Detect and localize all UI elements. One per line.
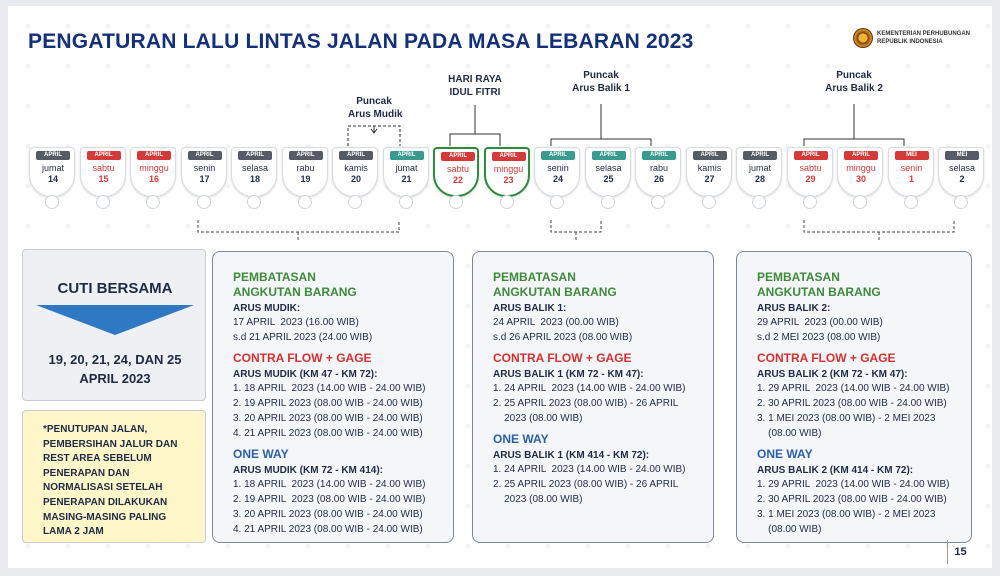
day-card bbox=[585, 147, 631, 205]
schedule-line: 3. 1 MEI 2023 (08.00 WIB) - 2 MEI 2023 bbox=[757, 413, 936, 424]
logo-line-1: KEMENTERIAN PERHUBUNGAN bbox=[877, 31, 971, 37]
day-date: 26 bbox=[653, 174, 664, 184]
timeline-knob-icon bbox=[449, 195, 463, 209]
day-date: 20 bbox=[350, 174, 361, 184]
timeline-knob-icon bbox=[500, 195, 514, 209]
schedule-line: 1. 24 APRIL 2023 (14.00 WIB - 24.00 WIB) bbox=[493, 464, 686, 475]
day-card bbox=[282, 147, 328, 205]
day-date: 25 bbox=[603, 174, 614, 184]
month-tag: APRIL bbox=[441, 152, 475, 161]
section-sub: ARUS BALIK 1 (KM 414 - KM 72): bbox=[493, 450, 650, 461]
day-date: 15 bbox=[98, 174, 109, 184]
section-heading-contra-flow: CONTRA FLOW + GAGE bbox=[493, 351, 632, 365]
day-card bbox=[787, 147, 833, 205]
timeline-knob-icon bbox=[904, 195, 918, 209]
section-heading-angkutan: ANGKUTAN BARANG bbox=[493, 285, 617, 299]
schedule-line: 1. 29 APRIL 2023 (14.00 WIB - 24.00 WIB) bbox=[757, 383, 950, 394]
section-heading-pembatasan: PEMBATASAN bbox=[757, 270, 840, 284]
section-heading-pembatasan: PEMBATASAN bbox=[493, 270, 576, 284]
day-card bbox=[383, 147, 429, 205]
day-card-body bbox=[332, 147, 378, 197]
section-sub: ARUS BALIK 1: bbox=[493, 303, 567, 314]
annotation-hari-raya bbox=[440, 73, 510, 99]
day-card-body bbox=[130, 147, 176, 197]
day-name: jumat bbox=[395, 163, 418, 173]
schedule-line: 1. 18 APRIL 2023 (14.00 WIB - 24.00 WIB) bbox=[233, 383, 426, 394]
schedule-line: 2. 25 APRIL 2023 (08.00 WIB) - 26 APRIL bbox=[493, 398, 679, 409]
slide bbox=[8, 6, 992, 568]
day-date: 2 bbox=[959, 174, 965, 184]
section-heading-one-way: ONE WAY bbox=[757, 447, 813, 461]
day-card bbox=[837, 147, 883, 205]
annotation-hari-raya-line2: IDUL FITRI bbox=[449, 87, 501, 98]
day-card-body bbox=[282, 147, 328, 197]
section-sub: ARUS BALIK 2: bbox=[757, 303, 831, 314]
month-tag: APRIL bbox=[87, 151, 121, 160]
day-card-body bbox=[938, 147, 984, 197]
day-card-body bbox=[837, 147, 883, 197]
section-heading-contra-flow: CONTRA FLOW + GAGE bbox=[757, 351, 896, 365]
day-card bbox=[686, 147, 732, 205]
day-card-body bbox=[29, 147, 75, 197]
section-heading-angkutan: ANGKUTAN BARANG bbox=[757, 285, 881, 299]
day-card-body bbox=[534, 147, 580, 197]
day-date: 28 bbox=[754, 174, 765, 184]
schedule-line: 2. 19 APRIL 2023 (08.00 WIB - 24.00 WIB) bbox=[233, 398, 423, 409]
day-card bbox=[80, 147, 126, 205]
section-heading-angkutan: ANGKUTAN BARANG bbox=[233, 285, 357, 299]
day-card-body bbox=[888, 147, 934, 197]
panel-arus-balik-1 bbox=[472, 251, 714, 543]
section-heading-pembatasan: PEMBATASAN bbox=[233, 270, 316, 284]
schedule-line: 1. 18 APRIL 2023 (14.00 WIB - 24.00 WIB) bbox=[233, 479, 426, 490]
day-card bbox=[534, 147, 580, 205]
day-name: senin bbox=[547, 163, 569, 173]
month-tag: APRIL bbox=[844, 151, 878, 160]
annotation-balik1-line2: Arus Balik 1 bbox=[572, 83, 630, 94]
day-name: minggu bbox=[139, 163, 169, 173]
timeline-knob-icon bbox=[752, 195, 766, 209]
schedule-line: s.d 21 APRIL 2023 (24.00 WIB) bbox=[233, 332, 373, 343]
day-name: senin bbox=[900, 163, 923, 173]
schedule-line: 2. 25 APRIL 2023 (08.00 WIB) - 26 APRIL bbox=[493, 479, 679, 490]
ministry-logo bbox=[853, 26, 983, 56]
day-card-body bbox=[231, 147, 277, 197]
schedule-line: 2. 30 APRIL 2023 (08.00 WIB - 24.00 WIB) bbox=[757, 398, 947, 409]
timeline-knob-icon bbox=[298, 195, 312, 209]
schedule-line: 24 APRIL 2023 (00.00 WIB) bbox=[493, 317, 619, 328]
month-tag: MEI bbox=[945, 151, 979, 160]
month-tag: APRIL bbox=[137, 151, 171, 160]
timeline-knob-icon bbox=[853, 195, 867, 209]
panel-arus-balik-2 bbox=[736, 251, 972, 543]
annotation-puncak-mudik bbox=[348, 95, 403, 121]
day-name: jumat bbox=[748, 163, 771, 173]
day-name: senin bbox=[193, 163, 216, 173]
month-tag: MEI bbox=[895, 151, 929, 160]
day-card bbox=[938, 147, 984, 205]
day-card-body bbox=[585, 147, 631, 197]
day-card bbox=[130, 147, 176, 205]
timeline-knob-icon bbox=[146, 195, 160, 209]
day-card bbox=[736, 147, 782, 205]
month-tag: APRIL bbox=[794, 151, 828, 160]
month-tag: APRIL bbox=[289, 151, 323, 160]
day-name: kamis bbox=[697, 163, 722, 173]
day-name: minggu bbox=[493, 164, 524, 174]
month-tag: APRIL bbox=[592, 151, 626, 160]
day-card bbox=[181, 147, 227, 205]
day-date: 30 bbox=[855, 174, 866, 184]
day-date: 19 bbox=[300, 174, 311, 184]
section-sub: ARUS MUDIK (KM 47 - KM 72): bbox=[233, 369, 378, 380]
annotation-puncak-mudik-line1: Puncak bbox=[356, 96, 392, 107]
cuti-bersama-dates bbox=[23, 350, 207, 388]
annotation-puncak-balik-1 bbox=[571, 69, 631, 95]
schedule-line: 1. 24 APRIL 2023 (14.00 WIB - 24.00 WIB) bbox=[493, 383, 686, 394]
day-card-body bbox=[736, 147, 782, 197]
day-name: selasa bbox=[948, 163, 975, 173]
annotation-puncak-balik-2 bbox=[824, 69, 884, 95]
month-tag: APRIL bbox=[339, 151, 373, 160]
day-name: selasa bbox=[241, 163, 268, 173]
month-tag: APRIL bbox=[188, 151, 222, 160]
schedule-line: 29 APRIL 2023 (00.00 WIB) bbox=[757, 317, 883, 328]
section-sub: ARUS BALIK 2 (KM 72 - KM 47): bbox=[757, 369, 908, 380]
day-name: rabu bbox=[296, 163, 315, 173]
day-name: jumat bbox=[41, 163, 64, 173]
timeline-knob-icon bbox=[45, 195, 59, 209]
down-arrow-icon bbox=[36, 305, 194, 335]
schedule-line: s.d 2 MEI 2023 (08.00 WIB) bbox=[757, 332, 881, 343]
ministry-seal-icon bbox=[853, 28, 873, 48]
day-date: 27 bbox=[704, 174, 715, 184]
day-name: kamis bbox=[344, 163, 368, 173]
day-name: sabtu bbox=[92, 163, 115, 173]
timeline-knob-icon bbox=[702, 195, 716, 209]
schedule-line: 2023 (08.00 WIB) bbox=[493, 413, 583, 424]
timeline-knob-icon bbox=[247, 195, 261, 209]
section-heading-one-way: ONE WAY bbox=[493, 432, 549, 446]
logo-line-2: REPUBLIK INDONESIA bbox=[877, 39, 943, 45]
panel-arus-mudik bbox=[212, 251, 454, 543]
timeline-knob-icon bbox=[601, 195, 615, 209]
day-name: sabtu bbox=[799, 163, 822, 173]
annotation-balik2-line2: Arus Balik 2 bbox=[825, 83, 883, 94]
schedule-line: 3. 20 APRIL 2023 (08.00 WIB - 24.00 WIB) bbox=[233, 509, 423, 520]
timeline-knob-icon bbox=[348, 195, 362, 209]
cuti-dates-line2: APRIL 2023 bbox=[79, 371, 151, 386]
timeline-knob-icon bbox=[399, 195, 413, 209]
month-tag: APRIL bbox=[390, 151, 424, 160]
timeline-knob-icon bbox=[954, 195, 968, 209]
day-name: sabtu bbox=[446, 164, 470, 174]
month-tag: APRIL bbox=[743, 151, 777, 160]
page-number: 15 bbox=[947, 540, 973, 564]
day-card bbox=[231, 147, 277, 205]
section-heading-contra-flow: CONTRA FLOW + GAGE bbox=[233, 351, 372, 365]
month-tag: APRIL bbox=[642, 151, 676, 160]
timeline-knob-icon bbox=[550, 195, 564, 209]
day-card bbox=[484, 147, 530, 205]
day-date: 14 bbox=[47, 174, 58, 184]
day-card bbox=[888, 147, 934, 205]
section-heading-one-way: ONE WAY bbox=[233, 447, 289, 461]
timeline-knob-icon bbox=[803, 195, 817, 209]
annotation-puncak-mudik-line2: Arus Mudik bbox=[348, 109, 403, 120]
day-date: 18 bbox=[249, 174, 260, 184]
annotation-balik1-line1: Puncak bbox=[583, 70, 619, 81]
schedule-line: 17 APRIL 2023 (16.00 WIB) bbox=[233, 317, 359, 328]
schedule-line: 2. 30 APRIL 2023 (08.00 WIB - 24.00 WIB) bbox=[757, 494, 947, 505]
annotation-balik2-line1: Puncak bbox=[836, 70, 872, 81]
cuti-bersama-box bbox=[22, 249, 206, 401]
day-card-body bbox=[80, 147, 126, 197]
schedule-line: 1. 29 APRIL 2023 (14.00 WIB - 24.00 WIB) bbox=[757, 479, 950, 490]
month-tag: APRIL bbox=[541, 151, 575, 160]
day-date: 29 bbox=[805, 174, 816, 184]
cuti-dates-line1: 19, 20, 21, 24, DAN 25 bbox=[48, 352, 182, 367]
month-tag: APRIL bbox=[36, 151, 70, 160]
schedule-line: (08.00 WIB) bbox=[757, 524, 822, 535]
timeline-knob-icon bbox=[96, 195, 110, 209]
day-card-body bbox=[635, 147, 681, 197]
day-card-body bbox=[383, 147, 429, 197]
day-date: 17 bbox=[199, 174, 210, 184]
annotation-hari-raya-line1: HARI RAYA bbox=[448, 74, 502, 85]
day-name: minggu bbox=[846, 163, 876, 173]
schedule-line: (08.00 WIB) bbox=[757, 428, 822, 439]
month-tag: APRIL bbox=[238, 151, 272, 160]
day-date: 1 bbox=[908, 174, 914, 184]
day-date: 16 bbox=[148, 174, 159, 184]
day-card-body bbox=[433, 147, 479, 197]
cuti-bersama-title: CUTI BERSAMA bbox=[57, 280, 173, 297]
day-date: 21 bbox=[401, 174, 412, 184]
day-date: 23 bbox=[503, 175, 514, 185]
day-card-body bbox=[181, 147, 227, 197]
logo-text bbox=[877, 30, 970, 46]
section-sub: ARUS MUDIK (KM 72 - KM 414): bbox=[233, 465, 384, 476]
day-name: selasa bbox=[595, 163, 622, 173]
day-card-body bbox=[484, 147, 530, 197]
day-card-body bbox=[787, 147, 833, 197]
day-name: rabu bbox=[649, 163, 668, 173]
schedule-line: 3. 1 MEI 2023 (08.00 WIB) - 2 MEI 2023 bbox=[757, 509, 936, 520]
day-card bbox=[332, 147, 378, 205]
day-card bbox=[29, 147, 75, 205]
section-sub: ARUS MUDIK: bbox=[233, 303, 301, 314]
note-text: *PENUTUPAN JALAN, PEMBERSIHAN JALUR DAN REST AREA SEBELUM PENERAPAN DAN NORMALISASI SETELAH PENERAPAN DILAKUKAN MASING-MASING PALING LAMA 2 JAM bbox=[43, 424, 178, 538]
timeline-knob-icon bbox=[651, 195, 665, 209]
day-card bbox=[635, 147, 681, 205]
schedule-line: 2023 (08.00 WIB) bbox=[493, 494, 583, 505]
section-sub: ARUS BALIK 1 (KM 72 - KM 47): bbox=[493, 369, 644, 380]
schedule-line: 3. 20 APRIL 2023 (08.00 WIB - 24.00 WIB) bbox=[233, 413, 423, 424]
schedule-line: 4. 21 APRIL 2023 (08.00 WIB - 24.00 WIB) bbox=[233, 524, 423, 535]
note-box bbox=[22, 410, 206, 543]
schedule-line: 2. 19 APRIL 2023 (08.00 WIB - 24.00 WIB) bbox=[233, 494, 426, 505]
day-date: 22 bbox=[452, 175, 463, 185]
timeline-knob-icon bbox=[197, 195, 211, 209]
day-date: 24 bbox=[552, 174, 563, 184]
page-title: PENGATURAN LALU LINTAS JALAN PADA MASA LEBARAN 2023 bbox=[28, 30, 694, 53]
day-card-body bbox=[686, 147, 732, 197]
schedule-line: s.d 26 APRIL 2023 (08.00 WIB) bbox=[493, 332, 633, 343]
schedule-line: 4. 21 APRIL 2023 (08.00 WIB - 24.00 WIB) bbox=[233, 428, 423, 439]
day-card bbox=[433, 147, 479, 205]
month-tag: APRIL bbox=[492, 152, 526, 161]
section-sub: ARUS BALIK 2 (KM 414 - KM 72): bbox=[757, 465, 914, 476]
month-tag: APRIL bbox=[693, 151, 727, 160]
